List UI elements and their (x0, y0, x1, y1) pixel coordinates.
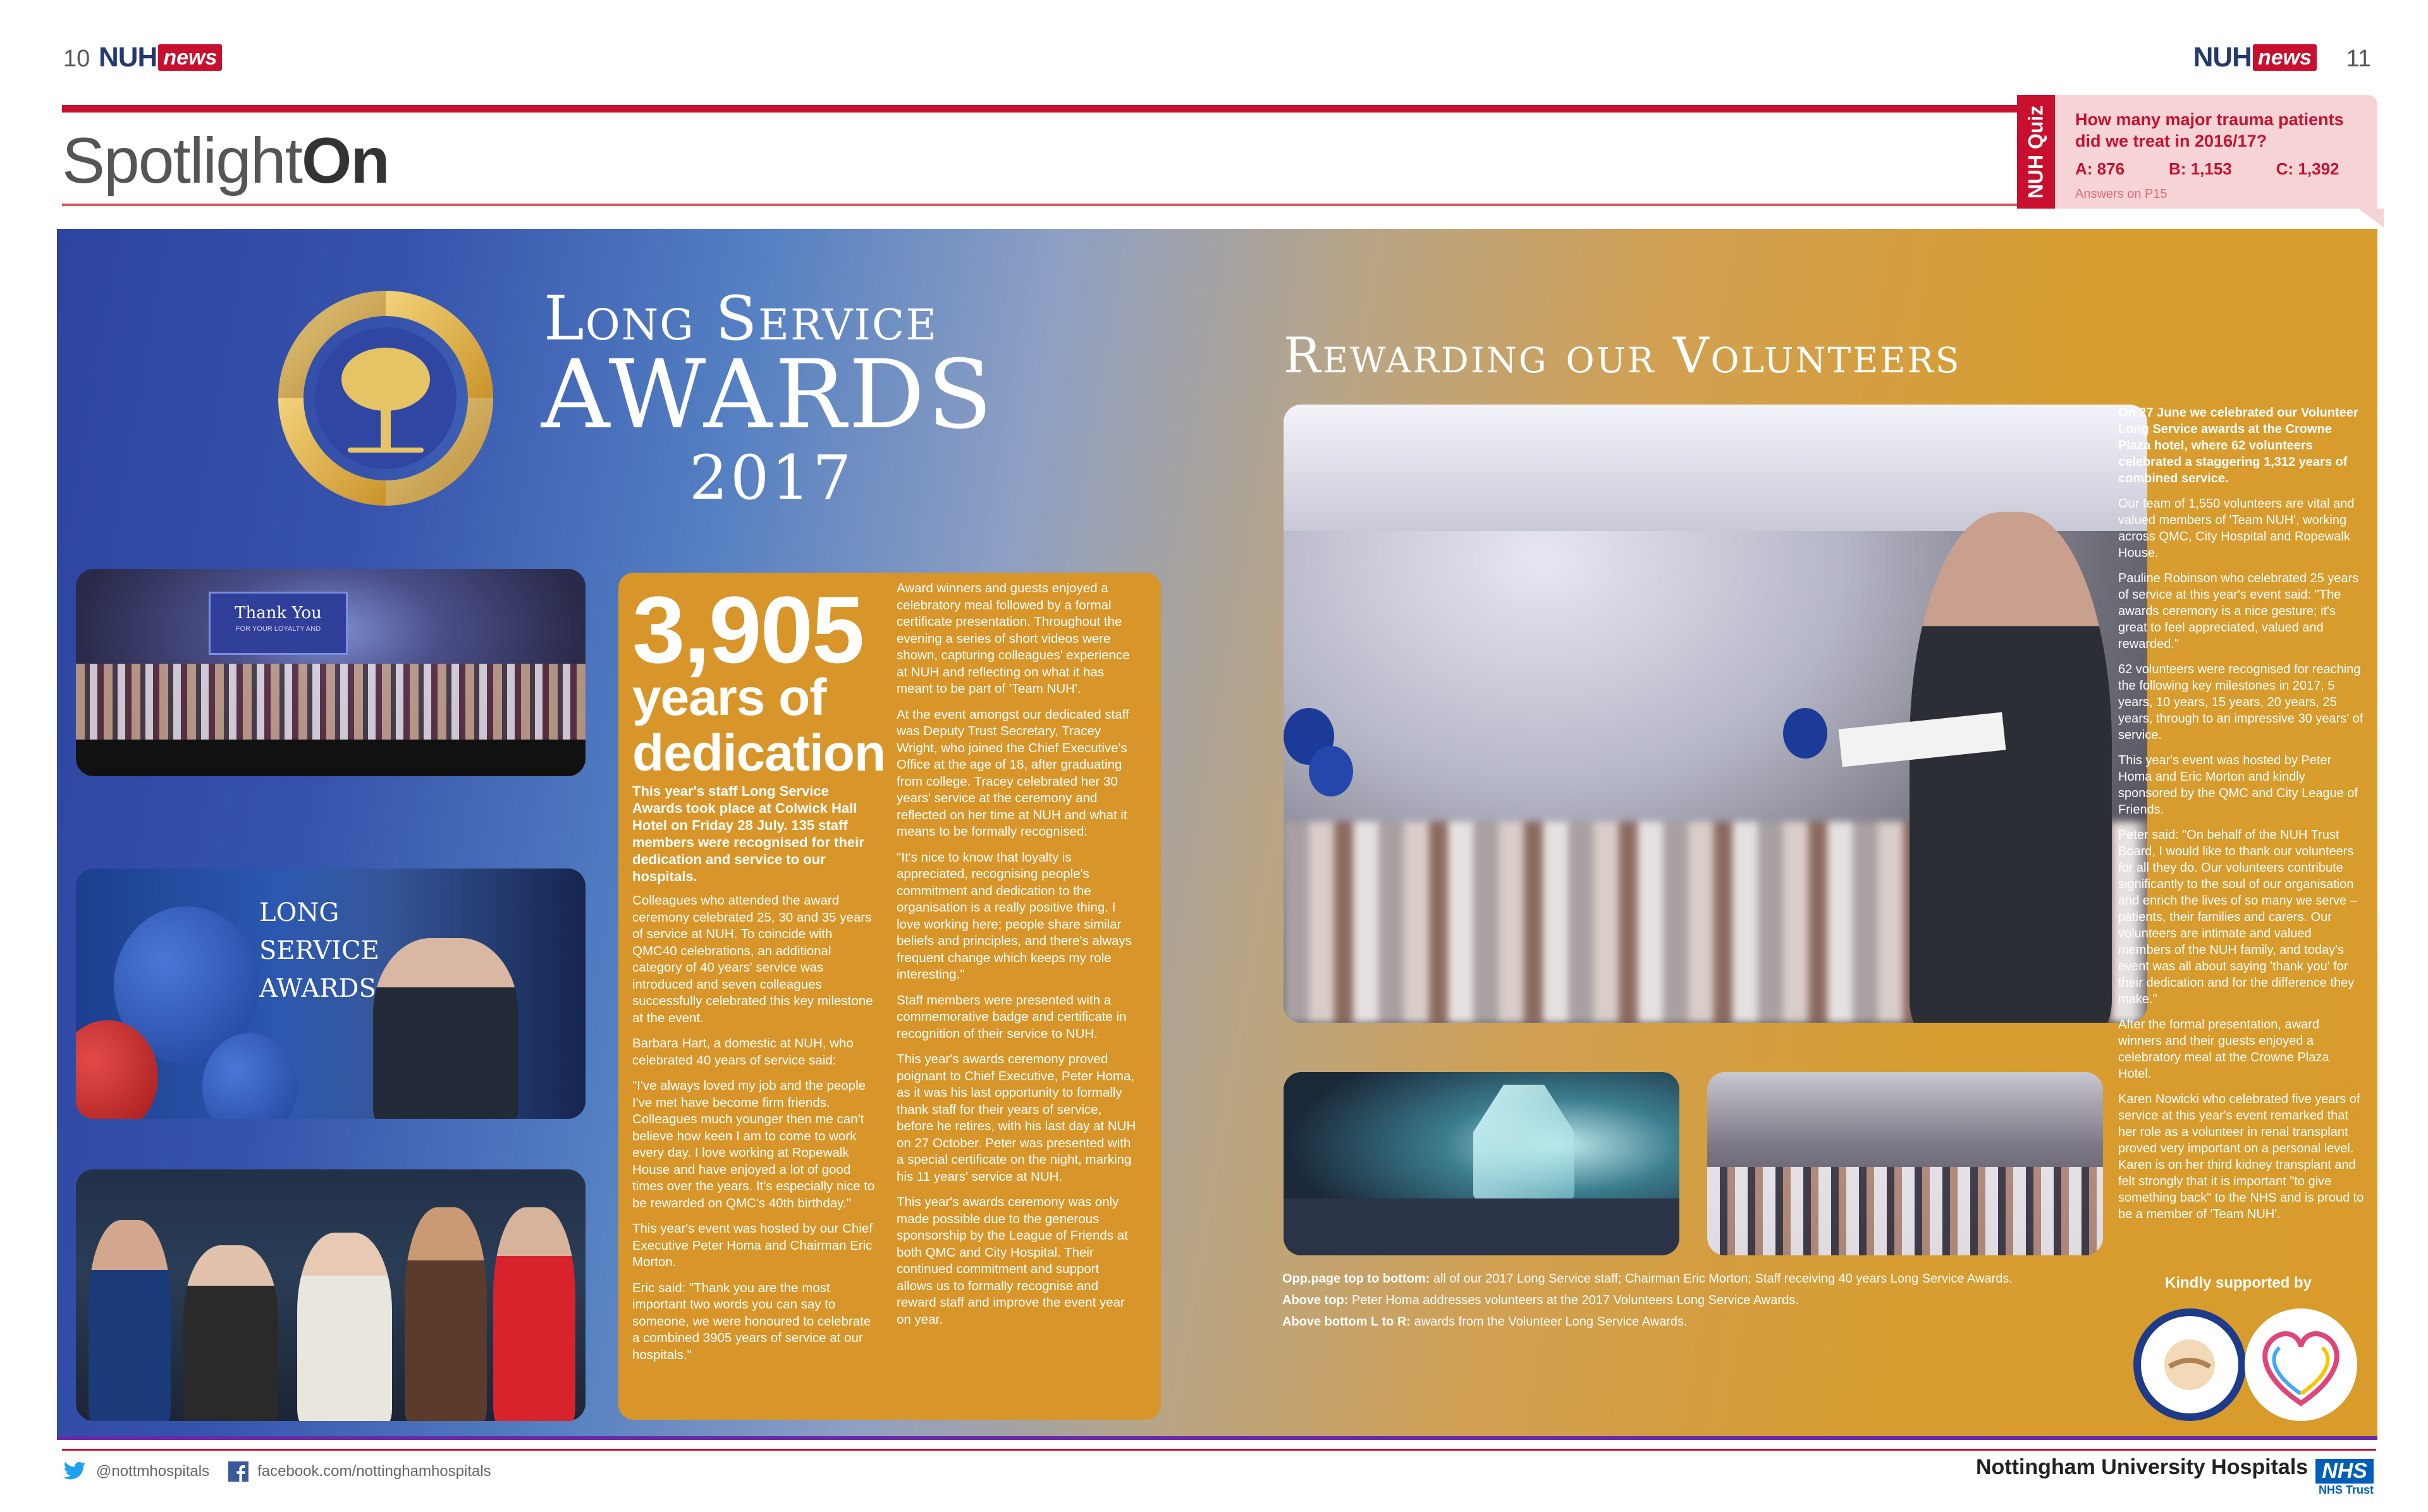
nhs-logo: NHS (2315, 1459, 2374, 1484)
caption-above-top: Above top: Peter Homa addresses volunteers at the 2017 Volunteers Long Service Awards. (1282, 1293, 1799, 1307)
league-of-friends-city-logo-icon (2245, 1308, 2357, 1421)
quiz-answers-note: Answers on P15 (2075, 187, 2167, 201)
twitter-handle[interactable]: @nottmhospitals (96, 1463, 210, 1480)
article-lead: This year's staff Long Service Awards took place at Colwick Hall Hotel on Friday 28 July. 135 staff members were recognised for their dedication and service to our hospitals. (632, 783, 864, 884)
quiz-option-a: A: 876 (2075, 159, 2125, 178)
article-paragraph: This year's awards ceremony proved poignant to Chief Executive, Peter Homa, as it was his last opportunity to formally thank staff for their years of service, before he retires, with his last day at NUH on 27 October. Peter was presented with a special certificate on the night, marking his 11 years' service at NUH. (897, 1052, 1136, 1184)
photo-screen: Thank You FOR YOUR LOYALTY AND (209, 592, 348, 655)
facebook-icon (228, 1461, 248, 1482)
league-of-friends-qmc-logo-icon (2133, 1308, 2246, 1421)
photo-captions (1282, 1268, 2104, 1332)
article-column-a (632, 893, 876, 1372)
photo-staff-group (76, 569, 586, 776)
top-divider (62, 105, 2022, 113)
volunteers-intro: On 27 June we celebrated our Volunteer Long Service awards at the Crowne Plaza hotel, where 62 volunteers celebrated a staggering 1,312 years of combined service. (2118, 406, 2358, 485)
brand-news: news (158, 44, 222, 71)
article-paragraph: Award winners and guests enjoyed a celebratory meal followed by a formal certificate presentation. Throughout the evening a series of short videos were shown, capturing colleagues' experience at NUH and reflecting on what it has meant to be part of 'Team NUH'. (897, 581, 1130, 696)
article-paragraph: "I've always loved my job and the people I've met have become firm friends. Colleagues much younger then me can't believe how keen I am to come to work every day. I love working at Ropewalk House and have enjoyed a lot of good times over the years. It's especially nice to be rewarded on QMC's 40th birthday." (632, 1078, 875, 1210)
awards-title-year: 2017 (689, 442, 854, 513)
volunteers-paragraph: This year's event was hosted by Peter Homa and Eric Morton and kindly sponsored by the QMC and City League of Friends. (2118, 753, 2358, 817)
article-paragraph: At the event amongst our dedicated staff was Deputy Trust Secretary, Tracey Wright, who joined the Chief Executive's Office at the age of 18, after graduating from college. Tracey celebrated her 30 years' service at the ceremony and reflected on her time at NUH and what it means to be formally recognised: (897, 707, 1129, 839)
quiz-option-c: C: 1,392 (2276, 159, 2339, 178)
article-big-number: 3,905 (632, 576, 864, 683)
trust-name: Nottingham University Hospitals (1976, 1455, 2308, 1479)
long-service-awards-emblem-icon (266, 278, 506, 518)
page-number-left: 10 (63, 46, 90, 72)
article-paragraph: This year's awards ceremony was only made possible due to the generous sponsorship by the League of Friends at both QMC and City Hospital. Their continued commitment and support allows us to formally recognise and reward staff and improve the event year on year. (897, 1195, 1128, 1327)
brand-nuh: NUH (2193, 42, 2252, 73)
volunteers-paragraph: 62 volunteers were recognised for reaching the following key milestones in 2017; 5 years, 10 years, 15 years, 20 years, 25 years, through to an impressive 30 years' of service. (2118, 662, 2364, 742)
nhs-trust-label: NHS Trust (2318, 1484, 2374, 1497)
photo-peter-homa-addresses (1284, 405, 2147, 1023)
quiz-question: How many major trauma patients did we treat in 2016/17? (2075, 110, 2344, 150)
volunteers-paragraph: After the formal presentation, award winners and their guests enjoyed a celebratory meal at the Crowne Plaza Hotel. (2118, 1018, 2329, 1081)
kindly-supported-by: Kindly supported by (2165, 1274, 2312, 1291)
twitter-icon (63, 1461, 87, 1482)
article-headline: years of dedication (632, 669, 886, 782)
volunteers-column (2118, 405, 2365, 1231)
speaker-figure (373, 938, 518, 1119)
article-paragraph: "It's nice to know that loyalty is appreciated, recognising people's commitment and dedication to the organisation is a really positive thing. I love working here; people share similar beliefs and principles, and there's always frequent change which keeps my role interesting." (897, 850, 1132, 982)
nuh-news-logo-left (99, 42, 222, 73)
caption-above-bottom: Above bottom L to R: awards from the Volunteer Long Service Awards. (1282, 1315, 1688, 1329)
volunteers-paragraph: Karen Nowicki who celebrated five years of service at this year's event remarked that her role as a volunteer in renal transplant proved very important on a personal level. Karen is on her third kidney transplant and felt strongly that it is important "to give something back" to the NHS and is proud to be a member of 'Team NUH'. (2118, 1092, 2364, 1221)
volunteers-paragraph: Our team of 1,550 volunteers are vital and valued members of 'Team NUH', working across QMC, City Hospital and Ropewalk House. (2118, 497, 2355, 560)
section-title-light: Spotlight (62, 125, 302, 197)
article-paragraph: Barbara Hart, a domestic at NUH, who celebrated 40 years of service said: (632, 1036, 854, 1068)
facebook-link[interactable]: facebook.com/nottinghamhospitals (257, 1463, 491, 1480)
caption-opp-page: Opp.page top to bottom: all of our 2017 Long Service staff; Chairman Eric Morton; Staff receiving 40 years Long Service Awards. (1282, 1272, 2013, 1286)
article-paragraph: Staff members were presented with a commemorative badge and certificate in recognition of their service to NUH. (897, 992, 1127, 1041)
quiz-options (2075, 159, 2339, 179)
article-paragraph: This year's event was hosted by our Chief Executive Peter Homa and Chairman Eric Morton. (632, 1221, 873, 1269)
brand-news: news (2253, 44, 2317, 71)
volunteers-paragraph: Peter said: "On behalf of the NUH Trust Board, I would like to thank our volunteers for all they do. Our volunteers contribute significantly to the soul of our organisation and enrich the lives of so many we serve – patients, their families and carers. Our volunteers are intimate and valued members of the NUH family, and today's event was all about saying 'thank you' for their dedication and for the difference they make." (2118, 828, 2357, 1006)
section-title (62, 124, 389, 198)
awards-title-line1: Long Service (544, 283, 938, 354)
photo-volunteers-dinner (1707, 1072, 2103, 1255)
footer-trust-logo (1976, 1455, 2374, 1497)
quiz-tab: NUH Quiz (2017, 95, 2055, 209)
article-paragraph: Eric said: "Thank you are the most important two words you can say to someone, we were honoured to celebrate a combined 3905 years of service at our hospitals." (632, 1280, 871, 1362)
page-number-right: 11 (2346, 46, 2371, 72)
volunteers-heading: Rewarding our Volunteers (1284, 327, 1961, 384)
section-title-bold: On (301, 125, 389, 197)
photo-40-year-recipients (76, 1169, 586, 1421)
balloon (1783, 708, 1827, 759)
quiz-speech-tail (2358, 209, 2384, 228)
volunteers-paragraph: Pauline Robinson who celebrated 25 years of service at this year's event said: "The awards ceremony is a nice gesture; it's great to feel appreciated, valued and rewarded." (2118, 571, 2359, 651)
footer-divider (62, 1449, 2376, 1451)
panel-bottom-rule (57, 1436, 2377, 1440)
brand-nuh: NUH (99, 42, 157, 73)
article-column-b (897, 580, 1137, 1337)
title-divider (62, 204, 2022, 206)
nuh-news-logo-right (2193, 42, 2317, 73)
photo-chairman-speaking: LONG SERVICE AWARDS (76, 869, 586, 1119)
footer-social (63, 1461, 491, 1482)
speaker-figure (1910, 512, 2112, 1023)
awards-title-line2: AWARDS (541, 340, 995, 450)
quiz-option-b: B: 1,153 (2169, 159, 2232, 178)
quiz-box (2017, 95, 2377, 209)
article-paragraph: Colleagues who attended the award ceremony celebrated 25, 30 and 35 years of service at NUH. To coincide with QMC40 celebrations, an additional category of 40 years' service was introduced and seven colleagues successfully celebrated this key milestone at the event. (632, 893, 873, 1025)
photo-award-trophy (1284, 1072, 1679, 1255)
balloon (1309, 746, 1353, 796)
